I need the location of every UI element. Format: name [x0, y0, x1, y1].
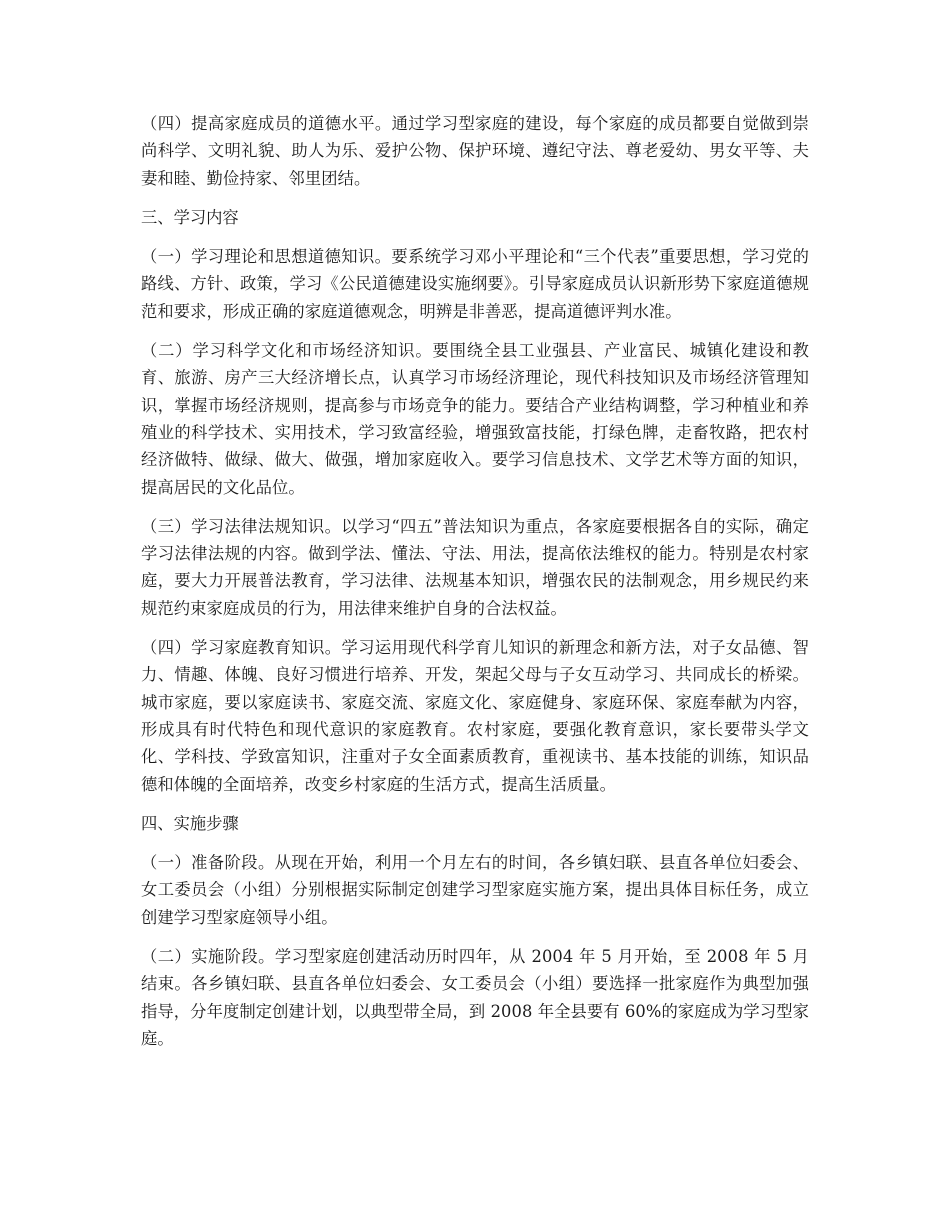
document-page: [141, 110, 809, 1064]
paragraph-preparation-stage: （一）准备阶段。从现在开始，利用一个月左右的时间，各乡镇妇联、县直各单位妇委会、女工委员会（小组）分别根据实际制定创建学习型家庭实施方案，提出具体目标任务，成立创建学习型家庭领导小组。: [141, 853, 809, 927]
paragraph-theory-knowledge: （一）学习理论和思想道德知识。要系统学习邓小平理论和“三个代表”重要思想，学习党的路线、方针、政策，学习《公民道德建设实施纲要》。引导家庭成员认识新形势下家庭道德规范和要求，形成正确的家庭道德观念，明辨是非善恶，提高道德评判水准。: [141, 247, 809, 321]
paragraph-family-education: （四）学习家庭教育知识。学习运用现代科学育儿知识的新理念和新方法，对子女品德、智力、情趣、体魄、良好习惯进行培养、开发，架起父母与子女互动学习、共同成长的桥梁。城市家庭，要以家庭读书、家庭交流、家庭文化、家庭健身、家庭环保、家庭奉献为内容，形成具有时代特色和现代意识的家庭教育。农村家庭，要强化教育意识，家长要带头学文化、学科技、学致富知识，注重对子女全面素质教育，重视读书、基本技能的训练，知识品德和体魄的全面培养，改变乡村家庭的生活方式，提高生活质量。: [141, 638, 809, 794]
paragraph-moral-level: （四）提高家庭成员的道德水平。通过学习型家庭的建设，每个家庭的成员都要自觉做到崇尚科学、文明礼貌、助人为乐、爱护公物、保护环境、遵纪守法、尊老爱幼、男女平等、夫妻和睦、勤俭持家、邻里团结。: [141, 114, 809, 188]
section-heading-learning-content: 三、学习内容: [141, 207, 239, 227]
paragraph-implementation-stage: （二）实施阶段。学习型家庭创建活动历时四年，从 2004 年 5 月开始，至 2008 年 5 月结束。各乡镇妇联、县直各单位妇委会、女工委员会（小组）要选择一批家庭作为典型加强指导，分年度制定创建计划，以典型带全局，到 2008 年全县要有 60%的家庭成为学习型家庭。: [141, 947, 809, 1048]
paragraph-law-knowledge: （三）学习法律法规知识。以学习“四五”普法知识为重点，各家庭要根据各自的实际，确定学习法律法规的内容。做到学法、懂法、守法、用法，提高依法维权的能力。特别是农村家庭，要大力开展普法教育，学习法律、法规基本知识，增强农民的法制观念，用乡规民约来规范约束家庭成员的行为，用法律来维护自身的合法权益。: [141, 516, 809, 618]
section-heading-implementation-steps: 四、实施步骤: [141, 813, 239, 833]
paragraph-science-economy: （二）学习科学文化和市场经济知识。要围绕全县工业强县、产业富民、城镇化建设和教育、旅游、房产三大经济增长点，认真学习市场经济理论，现代科技知识及市场经济管理知识，掌握市场经济规则，提高参与市场竞争的能力。要结合产业结构调整，学习种植业和养殖业的科学技术、实用技术，学习致富经验，增强致富技能，打绿色牌，走畜牧路，把农村经济做特、做绿、做大、做强，增加家庭收入。要学习信息技术、文学艺术等方面的知识，提高居民的文化品位。: [141, 341, 809, 497]
